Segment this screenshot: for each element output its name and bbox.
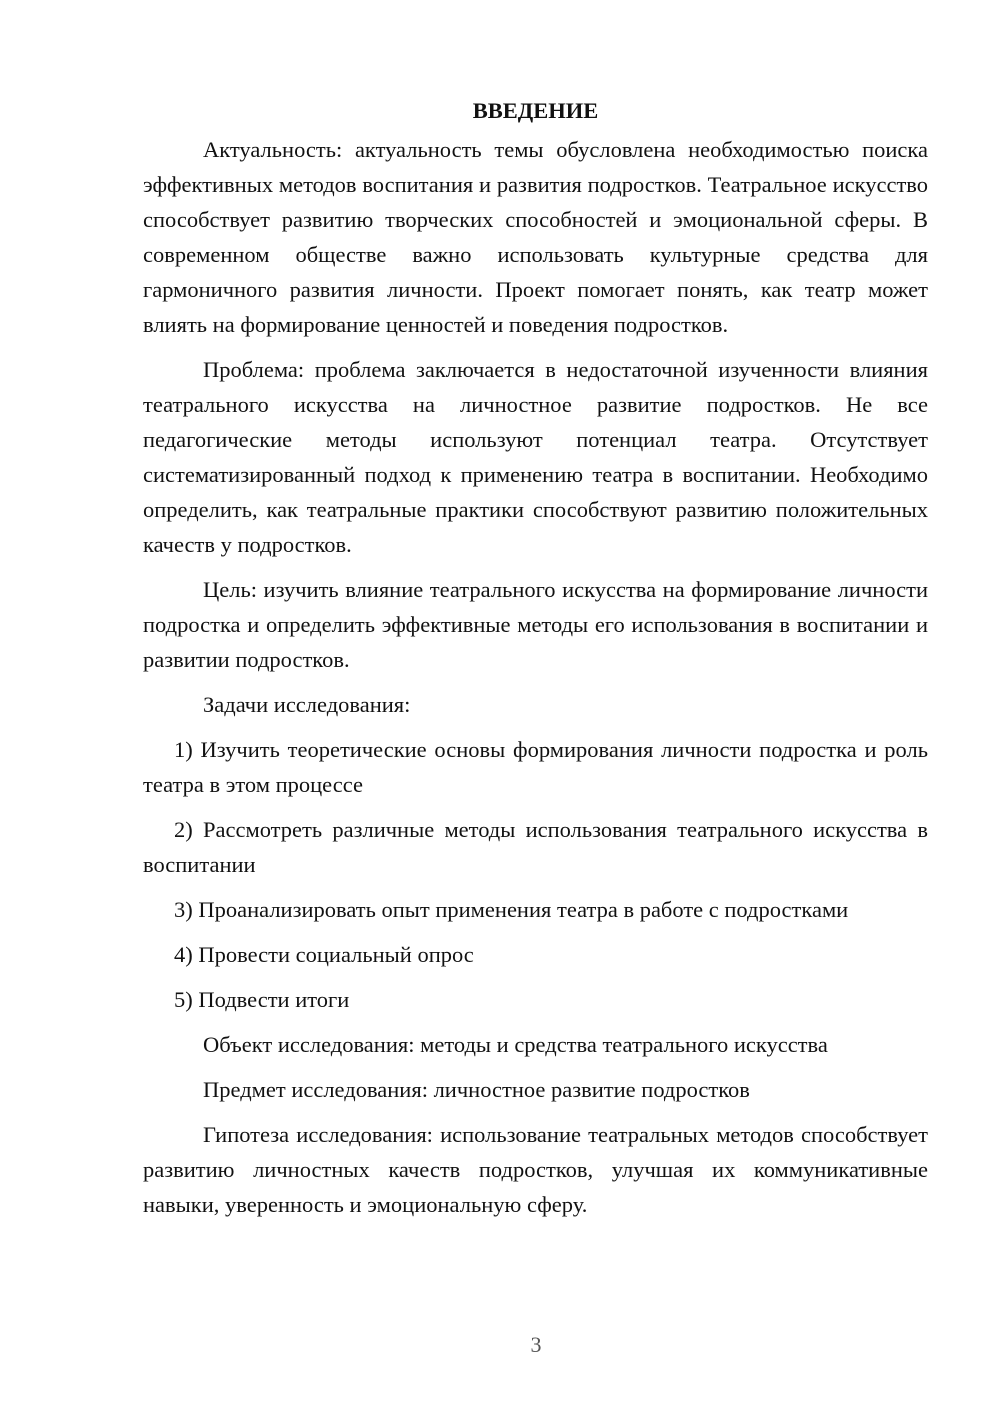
- task-item-3: 3) Проанализировать опыт применения театра в работе с подростками: [174, 897, 849, 922]
- task-item-5: 5) Подвести итоги: [174, 987, 350, 1012]
- page-number: 3: [530, 1332, 542, 1357]
- problem-paragraph: Проблема: проблема заключается в недостаточной изученности влияния театрального искусства на личностное развитие подростков. Не все педагогические методы используют потенциал театра. Отсутствует систематизированный подход к применению театра в воспитании. Необходимо определить, как театральные практики способствуют развитию положительных качеств у подростков.: [143, 357, 928, 557]
- object-paragraph: Объект исследования: методы и средства театрального искусства: [203, 1032, 828, 1057]
- tasks-heading: Задачи исследования:: [203, 692, 411, 717]
- goal-paragraph: Цель: изучить влияние театрального искусства на формирование личности подростка и определить эффективные методы его использования в воспитании и развитии подростков.: [143, 577, 928, 672]
- subject-paragraph: Предмет исследования: личностное развитие подростков: [203, 1077, 750, 1102]
- task-item-4: 4) Провести социальный опрос: [174, 942, 474, 967]
- relevance-paragraph: Актуальность: актуальность темы обусловлена необходимостью поиска эффективных методов воспитания и развития подростков. Театральное искусство способствует развитию творческих способностей и эмоциональной сферы. В современном обществе важно использовать культурные средства для гармоничного развития личности. Проект помогает понять, как театр может влиять на формирование ценностей и поведения подростков.: [143, 137, 928, 337]
- page-heading: ВВЕДЕНИЕ: [472, 98, 599, 123]
- task-item-1: 1) Изучить теоретические основы формирования личности подростка и роль театра в этом процессе: [143, 737, 928, 797]
- task-item-2: 2) Рассмотреть различные методы использования театрального искусства в воспитании: [143, 817, 928, 877]
- hypothesis-paragraph: Гипотеза исследования: использование театральных методов способствует развитию личностных качеств подростков, улучшая их коммуникативные навыки, уверенность и эмоциональную сферу.: [143, 1122, 928, 1217]
- page-content: [143, 93, 928, 1232]
